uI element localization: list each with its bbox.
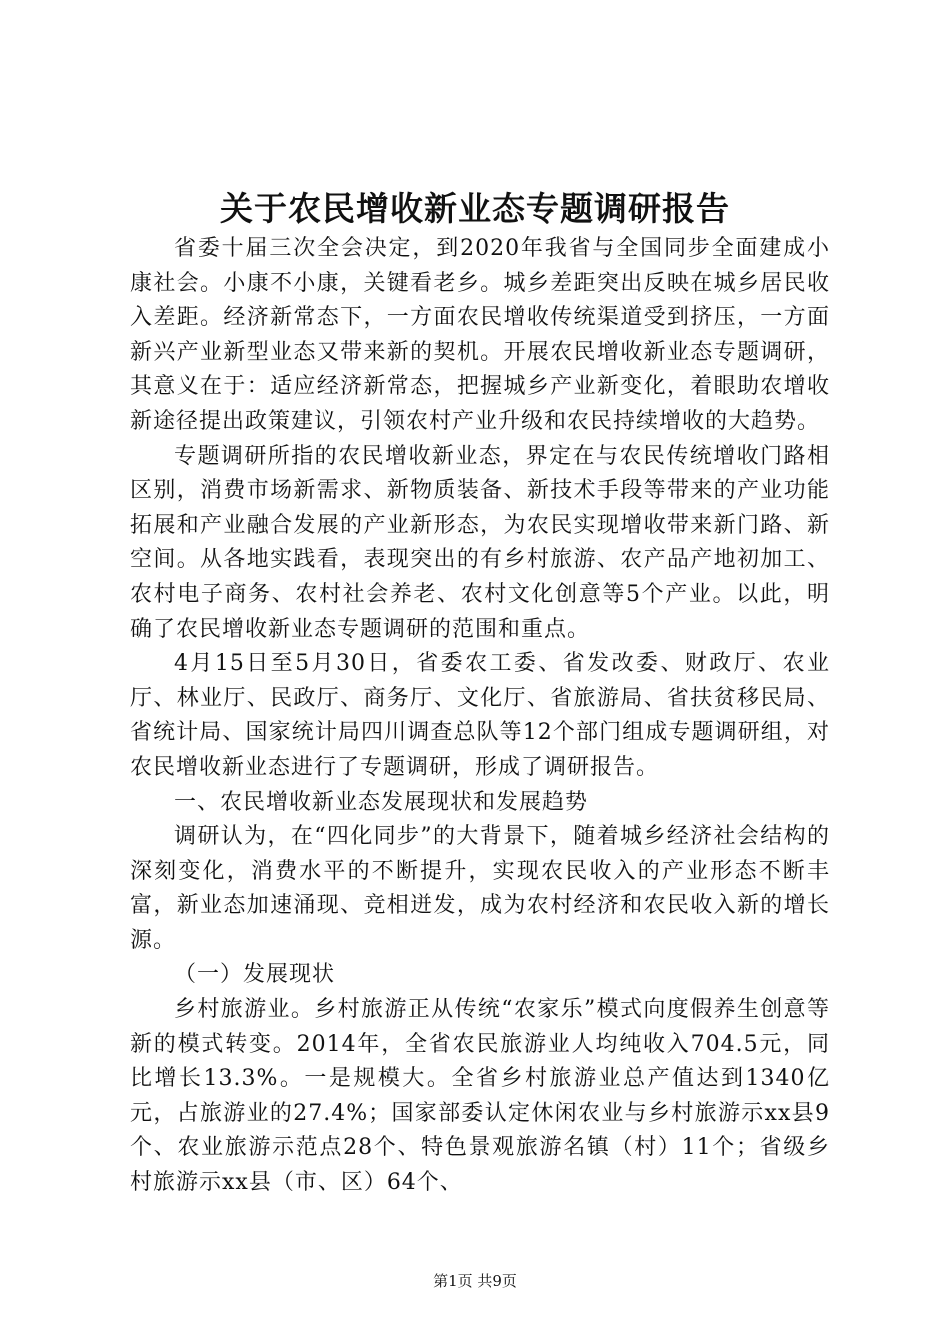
paragraph-research-team: 4月15日至5月30日，省委农工委、省发改委、财政厅、农业厅、林业厅、民政厅、商务厅、文化厅、省旅游局、省扶贫移民局、省统计局、国家统计局四川调查总队等12个部门组成专题调研组，对农民增收新业态进行了专题调研，形成了调研报告。 <box>130 651 830 780</box>
section-heading: 一、农民增收新业态发展现状和发展趋势 <box>174 789 589 815</box>
page-footer: 第1页 共9页 <box>433 1272 517 1290</box>
paragraph-definition: 专题调研所指的农民增收新业态，界定在与农民传统增收门路相区别，消费市场新需求、新物质装备、新技术手段等带来的产业功能拓展和产业融合发展的产业新形态，为农民实现增收带来新门路、新空间。从各地实践看，表现突出的有乡村旅游、农产品产地初加工、农村电子商务、农村社会养老、农村文化创意等5个产业。以此，明确了农民增收新业态专题调研的范围和重点。 <box>130 443 830 642</box>
subsection-heading: （一）发展现状 <box>174 962 336 988</box>
document-title: 关于农民增收新业态专题调研报告 <box>220 189 730 228</box>
paragraph-findings: 调研认为，在“四化同步”的大背景下，随着城乡经济社会结构的深刻变化，消费水平的不断提升，实现农民收入的产业形态不断丰富，新业态加速涌现、竞相迸发，成为农村经济和农民收入新的增长源。 <box>130 824 830 953</box>
document-body <box>130 232 830 1201</box>
paragraph-rural-tourism: 乡村旅游业。乡村旅游正从传统“农家乐”模式向度假养生创意等新的模式转变。2014年，全省农民旅游业人均纯收入704.5元，同比增长13.3%。一是规模大。全省乡村旅游业总产值达到1340亿元，占旅游业的27.4%；国家部委认定休闲农业与乡村旅游示xx县9个、农业旅游示范点28个、特色景观旅游名镇（村）11个；省级乡村旅游示xx县（市、区）64个、 <box>130 997 830 1196</box>
paragraph-intro: 省委十届三次全会决定，到2020年我省与全国同步全面建成小康社会。小康不小康，关键看老乡。城乡差距突出反映在城乡居民收入差距。经济新常态下，一方面农民增收传统渠道受到挤压，一方面新兴产业新型业态又带来新的契机。开展农民增收新业态专题调研，其意义在于：适应经济新常态，把握城乡产业新变化，着眼助农增收新途径提出政策建议，引领农村产业升级和农民持续增收的大趋势。 <box>130 236 830 434</box>
